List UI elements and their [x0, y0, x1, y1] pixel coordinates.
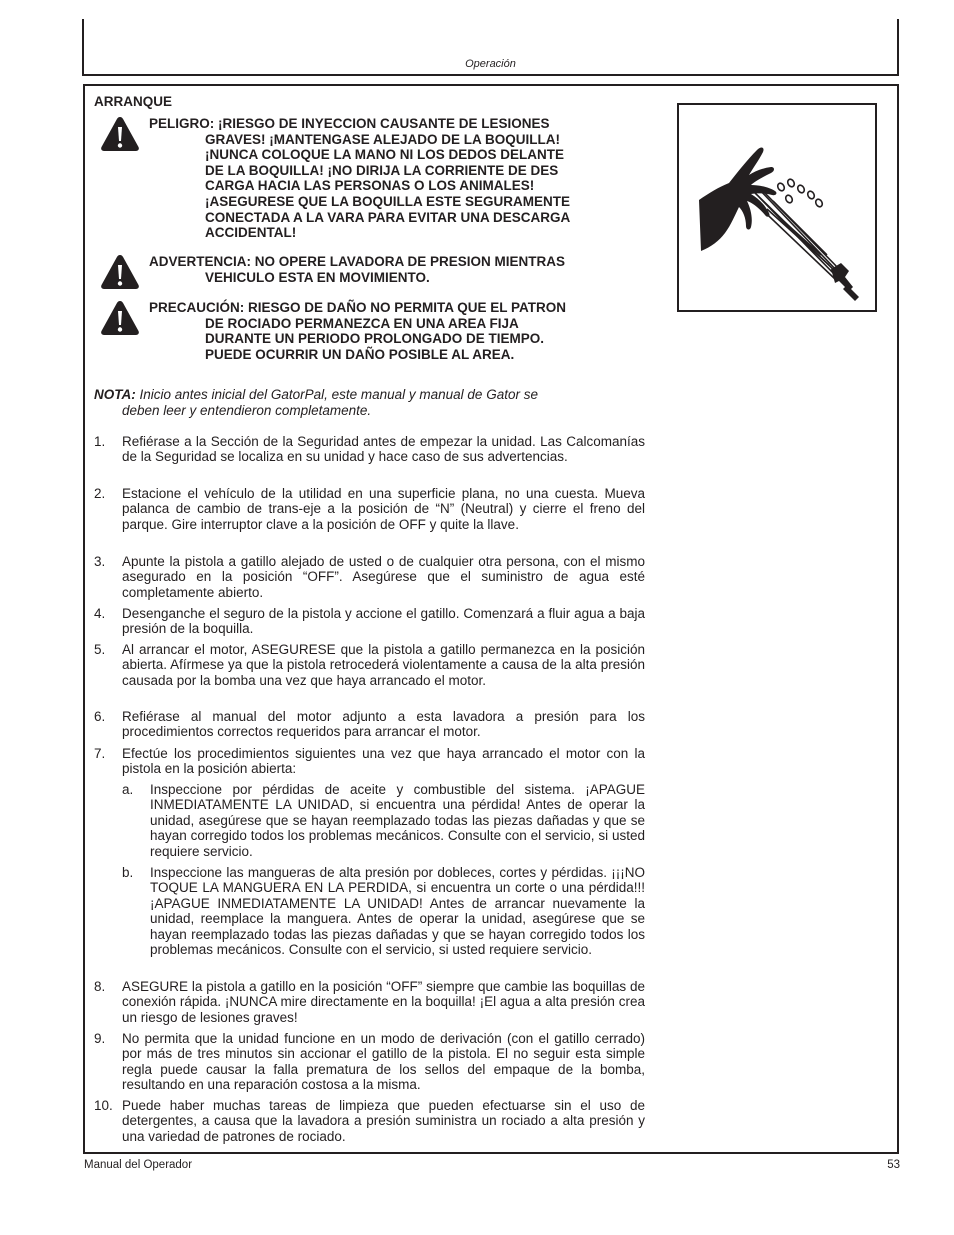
note-text-line2: deben leer y entendieron completamente. [122, 402, 372, 418]
list-item [94, 606, 645, 637]
warning-first-line: PRECAUCIÓN: RIESGO DE DAÑO NO PERMITA QUE EL PATRON [149, 300, 567, 315]
advertencia-warning-text [149, 254, 649, 285]
warning-line: VEHICULO ESTA EN MOVIMIENTO. [205, 269, 430, 285]
list-item-number: 9. [94, 1031, 106, 1046]
list-item-text: No permita que la unidad funcione en un modo de derivación (con el gatillo cerrado) por más de tres minutos sin accionar el gatillo de la pistola. El no seguir esta simple regla puede causar la falla prematura de los sellos del empaque de la bomba, resultando en una reparación costosa a la misma. [122, 1031, 645, 1093]
danger-warning-text [149, 116, 649, 241]
list-item-text: ASEGURE la pistola a gatillo en la posición “OFF” siempre que cambie las boquillas de conexión rápida. ¡NUNCA mire directamente en la boquilla! ¡El agua a alta presión crea un riesgo de lesiones graves! [122, 979, 645, 1025]
list-item-number: 8. [94, 979, 106, 994]
list-item-number: 10. [94, 1098, 113, 1113]
warning-line: CONECTADA A LA VARA PARA EVITAR UNA DESCARGA [205, 209, 571, 225]
list-item-text: Refiérase al manual del motor adjunto a esta lavadora a presión para los procedimientos correctos requeridos para arrancar el motor. [122, 709, 645, 740]
note-paragraph [94, 387, 624, 418]
list-item [94, 1098, 645, 1144]
high-pressure-injection-hand-icon [679, 105, 875, 310]
warning-line: ¡NUNCA COLOQUE LA MANO NI LOS DEDOS DELANTE [205, 147, 564, 163]
sub-list-item [122, 782, 645, 859]
note-label: NOTA: [94, 387, 136, 402]
content-box [83, 84, 899, 1154]
note-text-line1: Inicio antes inicial del GatorPal, este manual y manual de Gator se [135, 387, 538, 402]
list-item [94, 979, 645, 1025]
sub-item-text: Inspeccione las mangueras de alta presión por dobleces, cortes y pérdidas. ¡¡¡NO TOQUE LA MANGUERA EN LA PERDIDA, si encuentra un corte o una pérdida!!! ¡APAGUE INMEDIATAMENTE LA UNIDAD! Antes de arrancar nuevamente la unidad, reemplace la manguera. Antes de operar la unidad, asegúrese que se hayan reemplazado todas las piezas dañadas y que se hayan corregido todos los problemas mecánicos. Consulte con el servicio, si usted requiere servicio. [150, 865, 645, 958]
warning-line: CARGA HACIA LAS PERSONAS O LOS ANIMALES! [205, 178, 535, 194]
list-item-number: 2. [94, 486, 106, 501]
list-item [94, 554, 645, 600]
list-item [94, 709, 645, 740]
sub-list-item [122, 865, 645, 957]
page-header [82, 19, 899, 76]
sub-item-letter: b. [122, 865, 134, 880]
sub-item-text: Inspeccione por pérdidas de aceite y combustible del sistema. ¡APAGUE INMEDIATAMENTE LA UNIDAD, si encuentra una pérdida! Antes de operar la unidad, asegúrese que se hayan reemplazado todas las piezas dañadas y que se hayan corregido todos los problemas mecánicos. Consulte con el servicio, si usted requiere servicio. [150, 782, 645, 859]
warning-first-line: PELIGRO: ¡RIESGO DE INYECCION CAUSANTE DE LESIONES [149, 116, 550, 131]
section-title: ARRANQUE [94, 94, 173, 109]
list-item-text: Refiérase a la Sección de la Seguridad antes de empezar la unidad. Las Calcomanías de la Seguridad se localiza en su unidad y hace caso de sus advertencias. [122, 434, 645, 465]
warning-triangle-icon [100, 300, 140, 336]
warning-triangle-icon [100, 116, 140, 152]
warning-first-line: ADVERTENCIA: NO OPERE LAVADORA DE PRESION MIENTRAS [149, 254, 566, 269]
list-item [94, 486, 645, 532]
warning-line: DE LA BOQUILLA! ¡NO DIRIJA LA CORRIENTE DE DES [205, 162, 559, 178]
header-section-name: Operación [465, 58, 516, 70]
page-number: 53 [887, 1159, 900, 1171]
warning-line: PUEDE OCURRIR UN DAÑO POSIBLE AL AREA. [205, 346, 515, 362]
warning-line: DURANTE UN PERIODO PROLONGADO DE TIEMPO. [205, 331, 545, 347]
list-item [94, 746, 645, 777]
warning-line: ¡ASEGURESE QUE LA BOQUILLA ESTE SEGURAMENTE [205, 193, 571, 209]
precaucion-warning-text [149, 300, 649, 362]
list-item-number: 1. [94, 434, 106, 449]
list-item-number: 4. [94, 606, 106, 621]
list-item-text: Estacione el vehículo de la utilidad en una superficie plana, no una cuesta. Mueva palanca de cambio de trans-eje a la posición de “N” (Neutral) y cierre el freno del parque. Gire interruptor clave a la posición de OFF y quite la llave. [122, 486, 645, 532]
warning-line: DE ROCIADO PERMANEZCA EN UNA AREA FIJA [205, 315, 519, 331]
list-item-number: 7. [94, 746, 106, 761]
warning-triangle-icon [100, 254, 140, 290]
list-item-text: Apunte la pistola a gatillo alejado de usted o de cualquier otra persona, con el mismo asegurado en la posición “OFF”. Asegúrese que el suministro de agua esté completamente abierto. [122, 554, 645, 600]
list-item-number: 3. [94, 554, 106, 569]
warning-line: ACCIDENTAL! [205, 225, 297, 241]
list-item-text: Puede haber muchas tareas de limpieza que pueden efectuarse sin el uso de detergentes, a causa que la lavadora a presión suministra un rociado a alta presión y una variedad de patrones de rociado. [122, 1098, 645, 1144]
warning-line: GRAVES! ¡MANTENGASE ALEJADO DE LA BOQUILLA! [205, 131, 561, 147]
list-item [94, 642, 645, 688]
sub-item-letter: a. [122, 782, 134, 797]
list-item-number: 5. [94, 642, 106, 657]
list-item [94, 434, 645, 465]
injection-hazard-illustration [677, 103, 877, 312]
list-item-text: Efectúe los procedimientos siguientes una vez que haya arrancado el motor con la pistola en la posición abierta: [122, 746, 645, 777]
footer-manual-title: Manual del Operador [84, 1159, 193, 1171]
list-item-text: Desenganche el seguro de la pistola y accione el gatillo. Comenzará a fluir agua a baja presión de la boquilla. [122, 606, 645, 637]
list-item-text: Al arrancar el motor, ASEGURESE que la pistola a gatillo permanezca en la posición abierta. Afírmese ya que la pistola retrocederá violentamente a causa de la alta presión causada por la bomba una vez que haya arrancado el motor. [122, 642, 645, 688]
list-item [94, 1031, 645, 1093]
list-item-number: 6. [94, 709, 106, 724]
